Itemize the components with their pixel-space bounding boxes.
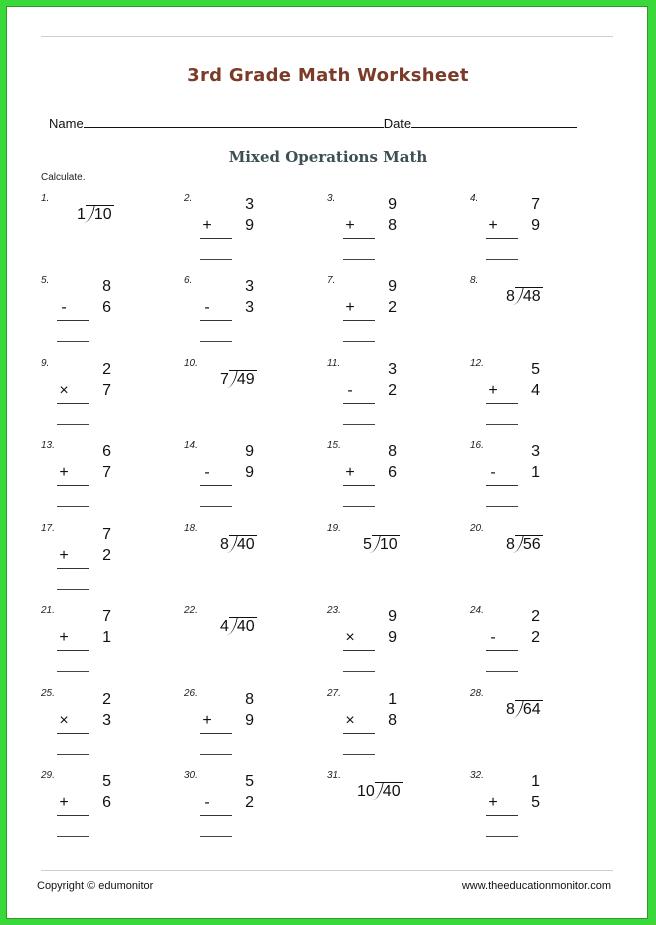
operator-sign: - [61,299,67,316]
long-division [220,535,257,554]
operator-sign: + [488,217,498,234]
problem-number: 2. [184,193,193,204]
problem-number: 14. [184,440,198,451]
bottom-operand: 2 [388,299,397,316]
bottom-operand: 6 [102,794,111,811]
top-operand: 5 [531,361,540,378]
dividend: 10 [86,205,114,224]
answer-line[interactable] [57,341,89,342]
sum-bar [343,650,375,651]
answer-line[interactable] [57,506,89,507]
top-operand: 5 [102,773,111,790]
problem-number: 4. [470,193,479,204]
bottom-operand: 2 [388,382,397,399]
long-division [363,535,400,554]
answer-line[interactable] [343,754,375,755]
copyright-text: Copyright © edumonitor [37,880,154,892]
name-label: Name [49,116,84,131]
answer-line[interactable] [343,671,375,672]
sum-bar [486,238,518,239]
operator-sign: + [345,464,355,481]
bottom-operand: 1 [531,464,540,481]
top-operand: 2 [531,608,540,625]
top-operand: 1 [531,773,540,790]
problem-number: 27. [327,688,341,699]
top-operand: 3 [531,443,540,460]
sum-bar [343,485,375,486]
problem-16 [470,440,590,512]
answer-line[interactable] [486,506,518,507]
top-operand: 5 [245,773,254,790]
dividend: 10 [372,535,400,554]
problem-number: 22. [184,605,198,616]
bottom-operand: 7 [102,382,111,399]
date-line [411,114,577,128]
operator-sign: + [202,712,212,729]
long-division [506,700,543,719]
worksheet-page [6,6,648,919]
sum-bar [486,485,518,486]
problem-number: 25. [41,688,55,699]
bottom-operand: 9 [531,217,540,234]
problem-5 [41,275,161,347]
bottom-operand: 3 [102,712,111,729]
problem-13 [41,440,161,512]
problem-4 [470,193,590,265]
top-operand: 8 [245,691,254,708]
problem-number: 16. [470,440,484,451]
divisor: 7 [220,371,229,388]
problem-number: 17. [41,523,55,534]
top-rule [41,36,613,37]
divisor: 10 [357,783,375,800]
sum-bar [343,403,375,404]
problem-21 [41,605,161,677]
top-operand: 7 [531,196,540,213]
problem-3 [327,193,447,265]
bottom-operand: 3 [245,299,254,316]
top-operand: 9 [388,196,397,213]
operator-sign: + [345,299,355,316]
problem-10 [184,358,304,430]
problem-27 [327,688,447,760]
top-operand: 1 [388,691,397,708]
long-division [506,535,543,554]
sum-bar [57,403,89,404]
answer-line[interactable] [57,754,89,755]
bottom-operand: 9 [245,464,254,481]
bottom-operand: 2 [245,794,254,811]
problem-number: 20. [470,523,484,534]
bottom-operand: 9 [245,217,254,234]
worksheet-title: 3rd Grade Math Worksheet [187,65,469,86]
problem-7 [327,275,447,347]
top-operand: 7 [102,526,111,543]
problem-23 [327,605,447,677]
operator-sign: + [488,794,498,811]
sum-bar [57,568,89,569]
problem-19 [327,523,447,595]
operator-sign: + [202,217,212,234]
problem-number: 26. [184,688,198,699]
long-division [357,782,403,801]
problem-29 [41,770,161,842]
problem-number: 13. [41,440,55,451]
bottom-operand: 6 [388,464,397,481]
answer-line[interactable] [200,506,232,507]
sum-bar [486,403,518,404]
sum-bar [200,238,232,239]
problem-24 [470,605,590,677]
divisor: 8 [506,536,515,553]
top-operand: 6 [102,443,111,460]
answer-line[interactable] [486,424,518,425]
problem-number: 32. [470,770,484,781]
bottom-operand: 6 [102,299,111,316]
problem-2 [184,193,304,265]
problem-number: 18. [184,523,198,534]
problem-18 [184,523,304,595]
operator-sign: - [490,464,496,481]
top-operand: 2 [102,691,111,708]
sum-bar [343,238,375,239]
problem-25 [41,688,161,760]
answer-line[interactable] [343,259,375,260]
problem-number: 21. [41,605,55,616]
problem-31 [327,770,447,842]
problem-number: 11. [327,358,341,369]
problem-number: 30. [184,770,198,781]
operator-sign: + [59,547,69,564]
sum-bar [200,320,232,321]
problem-number: 3. [327,193,336,204]
problem-number: 28. [470,688,484,699]
problem-26 [184,688,304,760]
top-operand: 2 [102,361,111,378]
problem-15 [327,440,447,512]
divisor: 5 [363,536,372,553]
operator-sign: × [59,712,69,729]
divisor: 8 [506,288,515,305]
sum-bar [200,485,232,486]
problem-number: 8. [470,275,479,286]
problem-12 [470,358,590,430]
operator-sign: + [488,382,498,399]
divisor: 8 [220,536,229,553]
bottom-operand: 8 [388,217,397,234]
divisor: 4 [220,618,229,635]
worksheet-subtitle: Mixed Operations Math [228,148,428,166]
problem-number: 29. [41,770,55,781]
bottom-operand: 2 [531,629,540,646]
operator-sign: × [345,629,355,646]
bottom-operand: 2 [102,547,111,564]
dividend: 40 [229,617,257,636]
operator-sign: + [59,464,69,481]
operator-sign: + [59,629,69,646]
answer-line[interactable] [486,259,518,260]
long-division [220,617,257,636]
operator-sign: × [59,382,69,399]
sum-bar [486,650,518,651]
answer-line[interactable] [57,671,89,672]
top-operand: 9 [388,278,397,295]
answer-line[interactable] [57,589,89,590]
name-line [84,114,384,128]
top-operand: 3 [245,278,254,295]
sum-bar [57,320,89,321]
problem-6 [184,275,304,347]
operator-sign: + [345,217,355,234]
problem-number: 15. [327,440,341,451]
dividend: 40 [375,782,403,801]
operator-sign: - [204,794,210,811]
sum-bar [57,485,89,486]
problem-number: 6. [184,275,193,286]
problem-8 [470,275,590,347]
answer-line[interactable] [486,671,518,672]
bottom-operand: 5 [531,794,540,811]
problem-number: 9. [41,358,50,369]
answer-line[interactable] [200,259,232,260]
bottom-operand: 1 [102,629,111,646]
sum-bar [57,815,89,816]
sum-bar [486,815,518,816]
dividend: 48 [515,287,543,306]
bottom-operand: 4 [531,382,540,399]
sum-bar [200,733,232,734]
problem-32 [470,770,590,842]
top-operand: 9 [245,443,254,460]
divisor: 1 [77,206,86,223]
problem-11 [327,358,447,430]
bottom-operand: 8 [388,712,397,729]
answer-line[interactable] [200,836,232,837]
problem-20 [470,523,590,595]
problem-9 [41,358,161,430]
dividend: 56 [515,535,543,554]
top-operand: 3 [245,196,254,213]
problem-1 [41,193,161,265]
answer-line[interactable] [343,424,375,425]
problem-28 [470,688,590,760]
long-division [77,205,114,224]
operator-sign: + [59,794,69,811]
operator-sign: - [490,629,496,646]
answer-line[interactable] [486,836,518,837]
problem-number: 24. [470,605,484,616]
problem-14 [184,440,304,512]
bottom-operand: 7 [102,464,111,481]
sum-bar [57,733,89,734]
top-operand: 8 [102,278,111,295]
name-date-row [49,114,577,131]
problem-number: 5. [41,275,50,286]
problem-number: 10. [184,358,198,369]
problem-22 [184,605,304,677]
sum-bar [343,733,375,734]
answer-line[interactable] [343,506,375,507]
top-operand: 9 [388,608,397,625]
answer-line[interactable] [57,424,89,425]
bottom-operand: 9 [245,712,254,729]
problem-number: 12. [470,358,484,369]
divisor: 8 [506,701,515,718]
date-label: Date [383,116,412,131]
sum-bar [57,650,89,651]
problem-number: 23. [327,605,341,616]
operator-sign: - [347,382,353,399]
problem-number: 19. [327,523,341,534]
problem-number: 7. [327,275,336,286]
operator-sign: × [345,712,355,729]
long-division [506,287,543,306]
long-division [220,370,257,389]
top-operand: 7 [102,608,111,625]
dividend: 49 [229,370,257,389]
sum-bar [343,320,375,321]
dividend: 40 [229,535,257,554]
bottom-rule [41,870,613,871]
operator-sign: - [204,299,210,316]
top-operand: 3 [388,361,397,378]
bottom-operand: 9 [388,629,397,646]
sum-bar [200,815,232,816]
dividend: 64 [515,700,543,719]
problem-number: 31. [327,770,341,781]
problem-number: 1. [41,193,50,204]
problem-30 [184,770,304,842]
answer-line[interactable] [200,341,232,342]
problem-17 [41,523,161,595]
answer-line[interactable] [343,341,375,342]
answer-line[interactable] [57,836,89,837]
answer-line[interactable] [200,754,232,755]
top-operand: 8 [388,443,397,460]
instructions: Calculate. [41,172,86,183]
website-text: www.theeducationmonitor.com [461,880,611,892]
operator-sign: - [204,464,210,481]
